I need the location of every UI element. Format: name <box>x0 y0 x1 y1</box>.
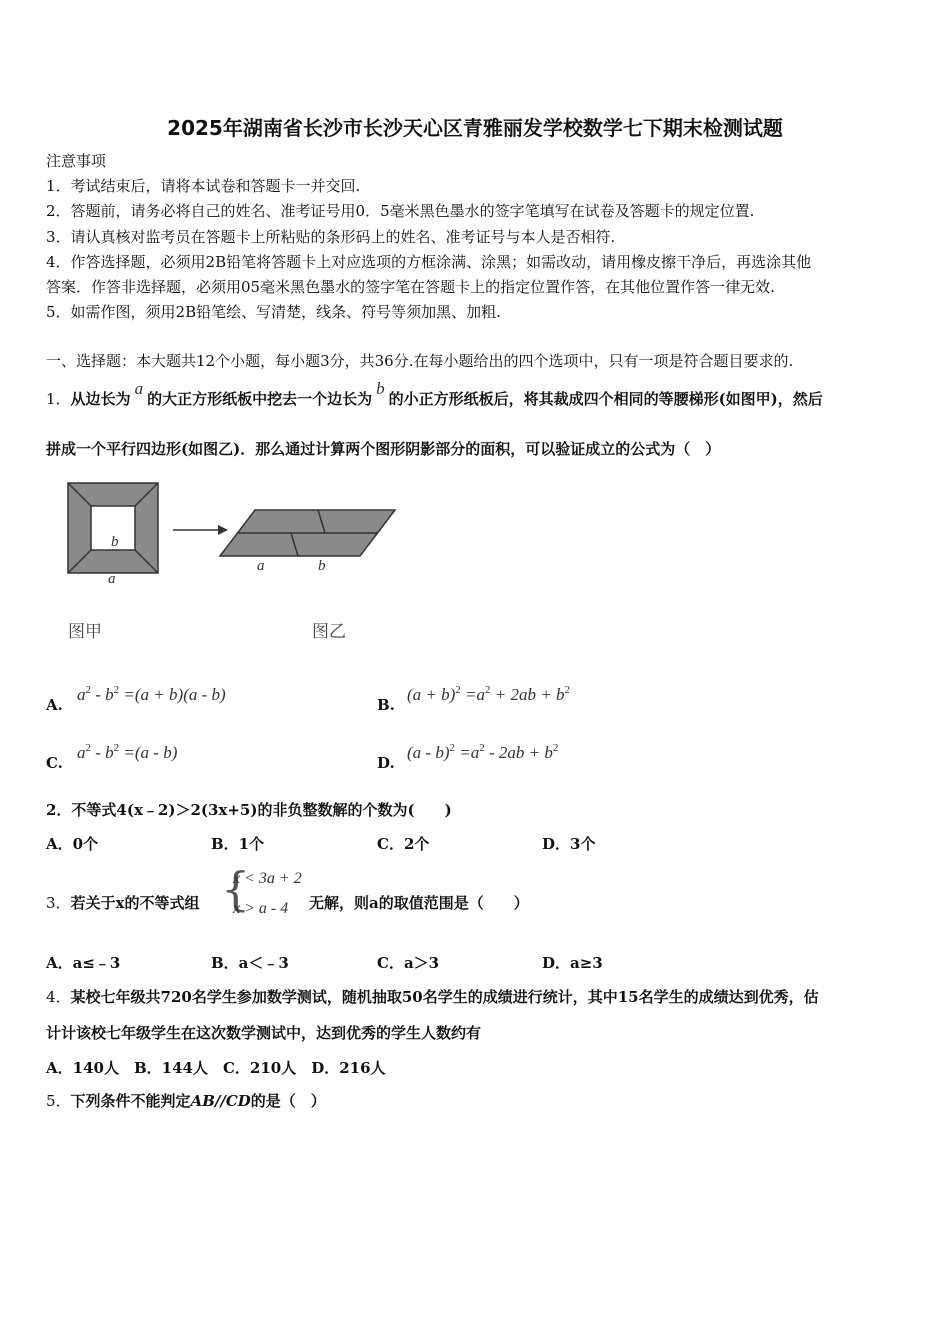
option-b-formula <box>407 684 570 705</box>
figure-caption-yi: 图乙 <box>312 622 346 642</box>
option-a-letter: A. <box>46 696 63 714</box>
figure-label-b: b <box>318 558 326 574</box>
notice-item: 3．请认真核对监考员在答题卡上所粘贴的条形码上的姓名、准考证号与本人是否相符. <box>46 228 616 246</box>
option-c: C．2个 <box>377 835 430 853</box>
option-a: A．0个 <box>46 835 99 853</box>
exponent: 2 <box>113 684 120 696</box>
question-5 <box>46 1091 326 1111</box>
math-expression: AB//CD <box>190 1092 251 1110</box>
formula-part: =(a + b)(a - b) <box>119 685 226 704</box>
option-d-formula <box>407 742 558 763</box>
question-text: 某校七年级共720名学生参加数学测试，随机抽取50名学生的成绩进行统计，其中15名学生的成绩达到优秀，估 <box>70 988 819 1006</box>
notice-item: 1．考试结束后，请将本试卷和答题卡一并交回. <box>46 177 361 195</box>
formula-part: - 2ab + b <box>484 743 553 762</box>
options-row: A．140人 B．144人 C．210人 D．216人 <box>46 1059 386 1077</box>
exponent: 2 <box>479 742 485 754</box>
formula-part: =a <box>454 743 480 762</box>
exponent: 2 <box>564 684 570 696</box>
inequality-line-1: x < 3a + 2 <box>233 870 302 887</box>
figure-diagram <box>60 475 405 650</box>
question-text: 下列条件不能判定 <box>70 1092 191 1110</box>
question-text: 计计该校七年级学生在这次数学测试中，达到优秀的学生人数约有 <box>46 1024 482 1042</box>
var-b: b <box>376 379 385 398</box>
question-text: 的大正方形纸板中挖去一个边长为 <box>147 390 373 408</box>
figure-label-a: a <box>108 571 116 587</box>
option-b-letter: B. <box>377 696 395 714</box>
exponent: 2 <box>449 742 455 754</box>
exponent: 2 <box>552 742 559 754</box>
formula-part: - b <box>91 685 114 704</box>
figure-label-b: b <box>111 534 119 550</box>
formula-part: (a + b) <box>407 685 456 704</box>
option-a-formula <box>77 684 226 705</box>
formula-part: (a - b) <box>407 743 450 762</box>
option-c-formula <box>77 742 177 763</box>
notice-item: 2．答题前，请务必将自己的姓名、准考证号用0．5毫米黑色墨水的签字笔填写在试卷及答题卡的规定位置. <box>46 202 755 220</box>
option-b: B．1个 <box>211 835 265 853</box>
option-d: D．3个 <box>542 835 596 853</box>
question-number: 3． <box>46 894 71 912</box>
notice-heading: 注意事项 <box>46 152 107 170</box>
question-4 <box>46 987 819 1007</box>
question-number: 4． <box>46 988 71 1006</box>
exponent: 2 <box>485 684 491 696</box>
var-a: a <box>134 379 144 398</box>
option-a: A．a≤﹣3 <box>46 954 121 972</box>
formula-part: + 2ab + b <box>490 685 565 704</box>
option-d-letter: D. <box>377 754 395 772</box>
question-text: 从边长为 <box>70 390 131 408</box>
inequality-line-2: x > a - 4 <box>233 900 289 917</box>
question-3 <box>46 893 200 913</box>
exponent: 2 <box>113 742 120 754</box>
question-number: 1． <box>46 390 71 408</box>
formula-part: =a <box>460 685 486 704</box>
arrow-icon <box>173 525 228 535</box>
formula-part: - b <box>91 743 114 762</box>
option-d: D．a≥3 <box>542 954 603 972</box>
figure-yi <box>220 510 395 556</box>
exponent: 2 <box>85 742 91 754</box>
formula-part: a <box>77 685 86 704</box>
question-text: 拼成一个平行四边形(如图乙)．那么通过计算两个图形阴影部分的面积，可以验证成立的公式为（ ） <box>46 440 721 458</box>
figure-caption-jia: 图甲 <box>68 622 102 642</box>
question-text: 的是（ ） <box>250 1092 326 1110</box>
section-heading: 一、选择题：本大题共12个小题，每小题3分，共36分.在每小题给出的四个选项中，只有一项是符合题目要求的. <box>46 352 794 370</box>
option-c: C．a＞3 <box>377 954 440 972</box>
notice-item: 4．作答选择题，必须用2B铅笔将答题卡上对应选项的方框涂满、涂黑；如需改动，请用橡皮擦干净后，再选涂其他 <box>46 253 812 271</box>
question-2: 2．不等式4(x﹣2)＞2(3x+5)的非负整数解的个数为( ) <box>46 801 452 819</box>
option-c-letter: C. <box>46 754 63 772</box>
question-1 <box>46 379 823 409</box>
figure-jia <box>68 483 158 573</box>
question-text: 若关于x的不等式组 <box>70 894 200 912</box>
figure-label-a: a <box>257 558 265 574</box>
option-b: B．a＜﹣3 <box>211 954 289 972</box>
formula-part: =(a - b) <box>119 743 178 762</box>
page-title: 2025年湖南省长沙市长沙天心区青雅丽发学校数学七下期末检测试题 <box>167 116 783 140</box>
exponent: 2 <box>85 684 91 696</box>
question-text: 的小正方形纸板后，将其裁成四个相同的等腰梯形(如图甲)，然后 <box>388 390 823 408</box>
question-number: 5． <box>46 1092 71 1110</box>
notice-item: 答案．作答非选择题，必须用05毫米黑色墨水的签字笔在答题卡上的指定位置作答，在其他位置作答一律无效. <box>46 278 775 296</box>
notice-item: 5．如需作图，须用2B铅笔绘、写清楚，线条、符号等须加黑、加粗. <box>46 303 501 321</box>
question-text: 无解，则a的取值范围是（ ） <box>309 894 529 912</box>
exponent: 2 <box>455 684 461 696</box>
brace-icon: { <box>221 862 251 916</box>
formula-part: a <box>77 743 86 762</box>
